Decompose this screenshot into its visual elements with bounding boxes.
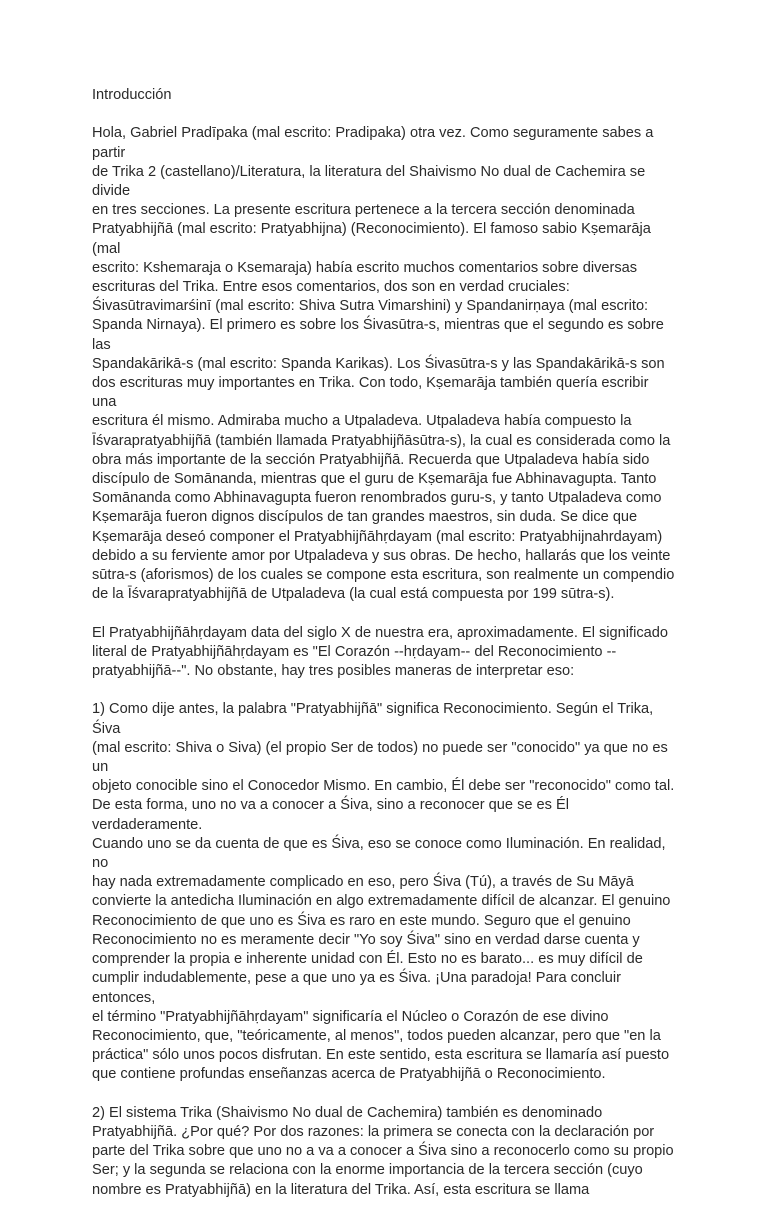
paragraph-intro: Hola, Gabriel Pradīpaka (mal escrito: Pradipaka) otra vez. Como seguramente sabes a partir de Trika 2 (castellano)/Literatura, la literatura del Shaivismo No dual de Cachemira se divide en tres secciones. La presente escritura pertenece a la tercera sección denominada Pratyabhijñā (mal escrito: Pratyabhijna) (Reconocimiento). El famoso sabio Kṣemarāja (mal escrito: Kshemaraja o Ksemaraja) había escrito muchos comentarios sobre diversas escrituras del Trika. Entre esos comentarios, dos son en verdad cruciales: Śivasūtravimarśinī (mal escrito: Shiva Sutra Vimarshini) y Spandanirṇaya (mal escrito: Spanda Nirnaya). El primero es sobre los Śivasūtra-s, mientras que el segundo es sobre las Spandakārikā-s (mal escrito: Spanda Karikas). Los Śivasūtra-s y las Spandakārikā-s son dos escrituras muy importantes en Trika. Con todo, Kṣemarāja también quería escribir una escritura él mismo. Admiraba mucho a Utpaladeva. Utpaladeva había compuesto la Īśvarapratyabhijñā (también llamada Pratyabhijñāsūtra-s), la cual es considerada como la obra más importante de la sección Pratyabhijñā. Recuerda que Utpaladeva había sido discípulo de Somānanda, mientras que el guru de Kṣemarāja fue Abhinavagupta. Tanto Somānanda como Abhinavagupta fueron renombrados guru-s, y tanto Utpaladeva como Kṣemarāja fueron dignos discípulos de tan grandes maestros, sin duda. Se dice que Kṣemarāja deseó componer el Pratyabhijñāhṛdayam (mal escrito: Pratyabhijnahrdayam) debido a su ferviente amor por Utpaladeva y sus obras. De hecho, hallarás que los veinte sūtra-s (aforismos) de los cuales se compone esta escritura, son realmente un compendio de la Īśvarapratyabhijñā de Utpaladeva (la cual está compuesta por 199 sūtra-s). — [92, 125, 675, 603]
paragraph-point-1: 1) Como dije antes, la palabra "Pratyabhijñā" significa Reconocimiento. Según el Trika, Śiva (mal escrito: Shiva o Siva) (el propio Ser de todos) no puede ser "conocido" ya que no es un objeto conocible sino el Conocedor Mismo. En cambio, Él debe ser "reconocido" como tal. De esta forma, uno no va a conocer a Śiva, sino a reconocer que se es Él verdaderamente. Cuando uno se da cuenta de que es Śiva, eso se conoce como Iluminación. En realidad, no hay nada extremadamente complicado en eso, pero Śiva (Tú), a través de Su Māyā convierte la antedicha Iluminación en algo extremadamente difícil de alcanzar. El genuino Reconocimiento de que uno es Śiva es raro en este mundo. Seguro que el genuino Reconocimiento no es meramente decir "Yo soy Śiva" sino en verdad darse cuenta y comprender la propia e inherente unidad con Él. Esto no es barato... es muy difícil de cumplir indudablemente, pese a que uno ya es Śiva. ¡Una paradoja! Para concluir entonces, el término "Pratyabhijñāhṛdayam" significaría el Núcleo o Corazón de ese divino Reconocimiento, que, "teóricamente, al menos", todos pueden alcanzar, pero que "en la práctica" sólo unos pocos disfrutan. En este sentido, esta escritura se llamaría así puesto que contiene profundas enseñanzas acerca de Pratyabhijñā o Reconocimiento. — [92, 701, 675, 1083]
paragraph-point-2: 2) El sistema Trika (Shaivismo No dual de Cachemira) también es denominado Pratyabhijñā. ¿Por qué? Por dos razones: la primera se conecta con la declaración por parte del Trika sobre que uno no a va a conocer a Śiva sino a reconocerlo como su propio Ser; y la segunda se relaciona con la enorme importancia de la tercera sección (cuyo nombre es Pratyabhijñā) en la literatura del Trika. Así, esta escritura se llama — [92, 1104, 674, 1198]
paragraph-meaning: El Pratyabhijñāhṛdayam data del siglo X de nuestra era, aproximadamente. El significado literal de Pratyabhijñāhṛdayam es "El Corazón --hṛdayam-- del Reconocimiento -- pratyabhijñā--". No obstante, hay tres posibles maneras de interpretar eso: — [92, 624, 668, 680]
document-title: Introducción — [92, 87, 172, 103]
document-page — [92, 86, 676, 1219]
